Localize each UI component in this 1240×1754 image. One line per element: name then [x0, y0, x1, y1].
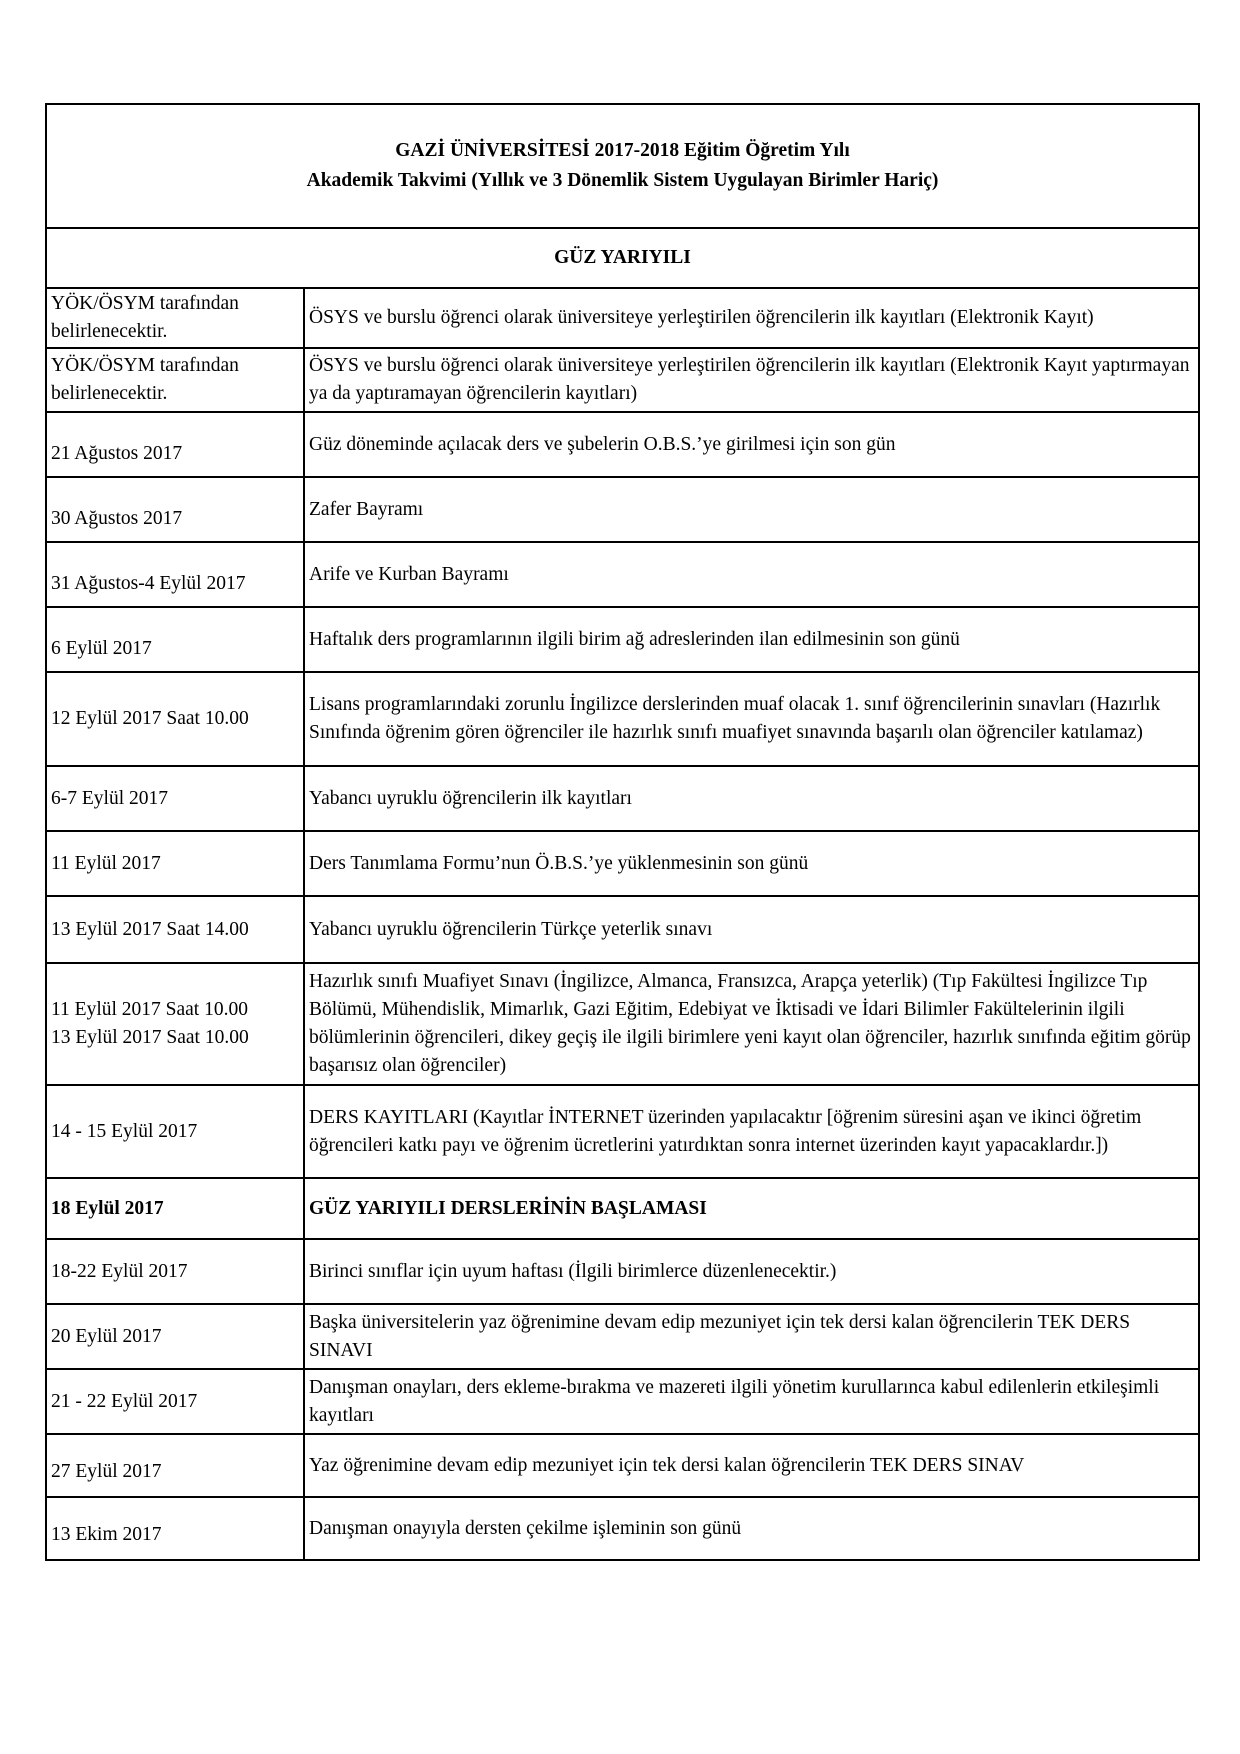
- academic-calendar-table: [45, 103, 1200, 1561]
- table-row: [46, 288, 1199, 348]
- event-cell: Başka üniversitelerin yaz öğrenimine devam edip mezuniyet için tek dersi kalan öğrencilerin TEK DERS SINAVI: [304, 1304, 1199, 1369]
- date-cell: 13 Eylül 2017 Saat 14.00: [46, 896, 304, 963]
- event-cell: Danışman onayıyla dersten çekilme işleminin son günü: [304, 1497, 1199, 1560]
- title-line-1: GAZİ ÜNİVERSİTESİ 2017-2018 Eğitim Öğretim Yılı: [395, 140, 850, 161]
- date-cell: 18 Eylül 2017: [46, 1178, 304, 1239]
- event-cell: ÖSYS ve burslu öğrenci olarak üniversiteye yerleştirilen öğrencilerin ilk kayıtları (Elektronik Kayıt): [304, 288, 1199, 348]
- date-cell: 6-7 Eylül 2017: [46, 766, 304, 831]
- date-cell: YÖK/ÖSYM tarafından belirlenecektir.: [46, 288, 304, 348]
- table-row: [46, 1497, 1199, 1560]
- section-title: GÜZ YARIYILI: [46, 228, 1199, 288]
- table-row: [46, 542, 1199, 607]
- date-cell: 21 - 22 Eylül 2017: [46, 1369, 304, 1434]
- date-cell: 20 Eylül 2017: [46, 1304, 304, 1369]
- title-row: [46, 104, 1199, 228]
- table-row: [46, 672, 1199, 766]
- event-cell: Birinci sınıflar için uyum haftası (İlgili birimlerce düzenlenecektir.): [304, 1239, 1199, 1304]
- date-cell: 13 Ekim 2017: [46, 1497, 304, 1560]
- date-cell: 30 Ağustos 2017: [46, 477, 304, 542]
- date-cell: 14 - 15 Eylül 2017: [46, 1085, 304, 1178]
- table-row: [46, 831, 1199, 896]
- table-row: [46, 1304, 1199, 1369]
- event-cell: DERS KAYITLARI (Kayıtlar İNTERNET üzerinden yapılacaktır [öğrenim süresini aşan ve ikinci öğretim öğrencileri katkı payı ve öğrenim ücretlerini yatırdıktan sonra internet üzerinden kayıt yapacaklardır.]): [304, 1085, 1199, 1178]
- table-row: [46, 1434, 1199, 1497]
- event-cell: Lisans programlarındaki zorunlu İngilizce derslerinden muaf olacak 1. sınıf öğrencilerinin sınavları (Hazırlık Sınıfında öğrenim gören öğrenciler ile hazırlık sınıfı muafiyet sınavında başarılı olan öğrenciler katılamaz): [304, 672, 1199, 766]
- date-cell: 11 Eylül 2017: [46, 831, 304, 896]
- event-cell: Danışman onayları, ders ekleme-bırakma ve mazereti ilgili yönetim kurullarınca kabul edilenlerin etkileşimli kayıtları: [304, 1369, 1199, 1434]
- date-cell: 12 Eylül 2017 Saat 10.00: [46, 672, 304, 766]
- table-row: [46, 1239, 1199, 1304]
- event-cell: ÖSYS ve burslu öğrenci olarak üniversiteye yerleştirilen öğrencilerin ilk kayıtları (Elektronik Kayıt yaptırmayan ya da yaptıramayan öğrencilerin kayıtları): [304, 348, 1199, 412]
- event-cell: Arife ve Kurban Bayramı: [304, 542, 1199, 607]
- date-cell: YÖK/ÖSYM tarafından belirlenecektir.: [46, 348, 304, 412]
- date-cell: 31 Ağustos-4 Eylül 2017: [46, 542, 304, 607]
- event-cell: Güz döneminde açılacak ders ve şubelerin O.B.S.’ye girilmesi için son gün: [304, 412, 1199, 477]
- date-line-2: 13 Eylül 2017 Saat 10.00: [51, 1027, 249, 1048]
- event-cell: GÜZ YARIYILI DERSLERİNİN BAŞLAMASI: [304, 1178, 1199, 1239]
- table-row: [46, 1085, 1199, 1178]
- event-cell: Ders Tanımlama Formu’nun Ö.B.S.’ye yüklenmesinin son günü: [304, 831, 1199, 896]
- event-cell: Zafer Bayramı: [304, 477, 1199, 542]
- table-row: [46, 348, 1199, 412]
- date-line-1: 11 Eylül 2017 Saat 10.00: [51, 999, 248, 1020]
- table-row: [46, 896, 1199, 963]
- table-row: [46, 607, 1199, 672]
- table-row: [46, 412, 1199, 477]
- date-cell: 27 Eylül 2017: [46, 1434, 304, 1497]
- date-cell: [46, 963, 304, 1085]
- date-cell: 21 Ağustos 2017: [46, 412, 304, 477]
- title-line-2: Akademik Takvimi (Yıllık ve 3 Dönemlik Sistem Uygulayan Birimler Hariç): [306, 170, 939, 191]
- event-cell: Yabancı uyruklu öğrencilerin ilk kayıtları: [304, 766, 1199, 831]
- table-row: [46, 477, 1199, 542]
- table-row: [46, 766, 1199, 831]
- event-cell: Yabancı uyruklu öğrencilerin Türkçe yeterlik sınavı: [304, 896, 1199, 963]
- table-row: [46, 1178, 1199, 1239]
- date-cell: 6 Eylül 2017: [46, 607, 304, 672]
- title-cell: [46, 104, 1199, 228]
- event-cell: Yaz öğrenimine devam edip mezuniyet için tek dersi kalan öğrencilerin TEK DERS SINAV: [304, 1434, 1199, 1497]
- section-row: [46, 228, 1199, 288]
- table-row: [46, 963, 1199, 1085]
- event-cell: Haftalık ders programlarının ilgili birim ağ adreslerinden ilan edilmesinin son günü: [304, 607, 1199, 672]
- date-cell: 18-22 Eylül 2017: [46, 1239, 304, 1304]
- table-row: [46, 1369, 1199, 1434]
- event-cell: Hazırlık sınıfı Muafiyet Sınavı (İngilizce, Almanca, Fransızca, Arapça yeterlik) (Tıp Fakültesi İngilizce Tıp Bölümü, Mühendislik, Mimarlık, Gazi Eğitim, Edebiyat ve İktisadi ve İdari Bilimler Fakültelerinin ilgili bölümlerinin öğrencileri, dikey geçiş ile ilgili birimlere yeni kayıt olan öğrenciler, hazırlık sınıfında eğitim görüp başarısız olan öğrenciler): [304, 963, 1199, 1085]
